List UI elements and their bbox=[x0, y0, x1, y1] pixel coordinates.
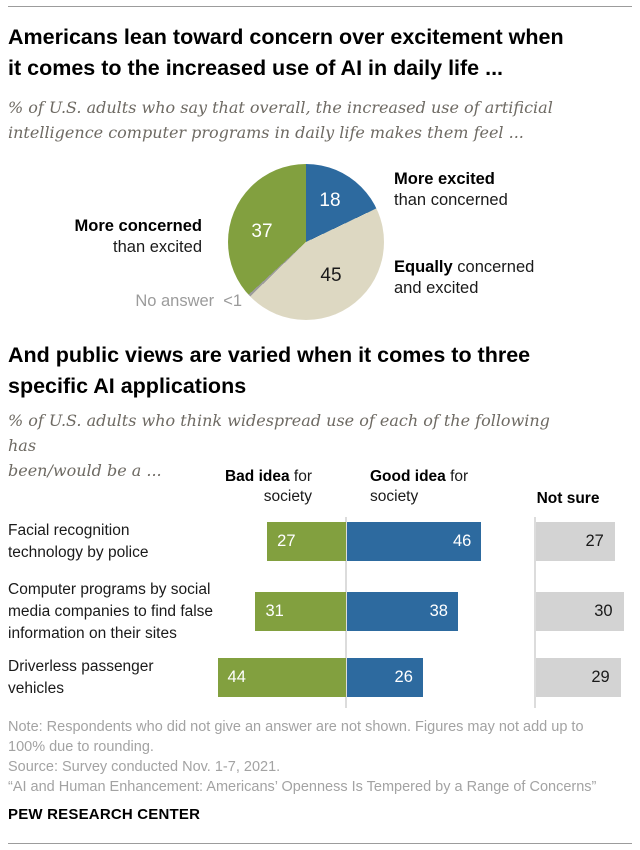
callout-more-concerned-bold: More concerned bbox=[74, 217, 202, 235]
bar-value: 27 bbox=[277, 532, 296, 550]
source-text: Source: Survey conducted Nov. 1-7, 2021. bbox=[8, 759, 281, 775]
callout-more-excited-line2: than concerned bbox=[394, 191, 508, 209]
pie-value-equally: 45 bbox=[320, 265, 342, 286]
brand: PEW RESEARCH CENTER bbox=[8, 806, 201, 823]
top-rule bbox=[8, 6, 632, 7]
bar-value: 29 bbox=[591, 668, 610, 686]
category-label: Computer programs by social media companies to find false information on their sites bbox=[8, 580, 214, 642]
good-idea-bar bbox=[347, 592, 458, 631]
section1-title: Americans lean toward concern over excitement when it comes to the increased use of AI in daily life ... bbox=[8, 25, 564, 80]
header-good-idea bbox=[370, 467, 468, 507]
callout-no-answer-value: <1 bbox=[223, 292, 242, 310]
callout-more-excited-bold: More excited bbox=[394, 170, 495, 188]
bad-idea-bar bbox=[255, 592, 346, 631]
category-label: Driverless passenger vehicles bbox=[8, 657, 154, 697]
header-bad-idea-bold: Bad idea bbox=[224, 468, 290, 485]
callout-more-concerned bbox=[10, 216, 202, 258]
not-sure-bar bbox=[536, 522, 615, 561]
callout-equally-rest: concerned bbox=[452, 258, 535, 276]
bar-value: 31 bbox=[265, 602, 284, 620]
callout-no-answer bbox=[50, 291, 242, 312]
not-sure-bar bbox=[536, 592, 624, 631]
callout-equally bbox=[394, 257, 534, 299]
bad-idea-bar bbox=[267, 522, 346, 561]
notes bbox=[8, 717, 630, 797]
good-idea-bar bbox=[347, 522, 481, 561]
bar-value: 46 bbox=[452, 532, 472, 550]
header-good-idea-line2: society bbox=[370, 488, 419, 505]
callout-more-excited bbox=[394, 169, 508, 211]
callout-no-answer-label: No answer bbox=[135, 292, 215, 310]
callout-more-concerned-line2: than excited bbox=[113, 238, 202, 256]
bar-value: 26 bbox=[394, 668, 413, 686]
category-label: Facial recognition technology by police bbox=[8, 521, 149, 561]
good-idea-bar bbox=[347, 658, 423, 697]
callout-equally-line2: and excited bbox=[394, 279, 479, 297]
header-bad-idea bbox=[180, 467, 312, 507]
pie-value-more-excited: 18 bbox=[319, 190, 341, 211]
header-bad-idea-line2: society bbox=[263, 488, 312, 505]
bar-value: 44 bbox=[227, 668, 246, 686]
report-title-text: “AI and Human Enhancement: Americans’ Openness Is Tempered by a Range of Concerns” bbox=[8, 779, 597, 795]
header-not-sure: Not sure bbox=[536, 490, 600, 507]
bad-idea-bar bbox=[218, 658, 346, 697]
pie-value-more-concerned: 37 bbox=[251, 221, 273, 242]
bar-value: 38 bbox=[429, 602, 448, 620]
note-text: Note: Respondents who did not give an answer are not shown. Figures may not add up to 100% due to rounding. bbox=[8, 719, 584, 755]
section2-title: And public views are varied when it comes to three specific AI applications bbox=[8, 343, 531, 398]
bar-value: 27 bbox=[585, 532, 604, 550]
callout-equally-bold: Equally bbox=[394, 258, 453, 276]
not-sure-bar bbox=[536, 658, 621, 697]
bottom-rule bbox=[8, 843, 632, 844]
section2-subtitle: % of U.S. adults who think widespread use of each of the following has been/would be a ... bbox=[8, 411, 550, 480]
header-good-idea-bold: Good idea bbox=[370, 468, 446, 485]
bar-value: 30 bbox=[594, 602, 613, 620]
section1-subtitle: % of U.S. adults who say that overall, the increased use of artificial intelligence computer programs in daily life makes them feel ... bbox=[8, 98, 553, 142]
header-good-idea-rest: for bbox=[445, 468, 469, 485]
header-bad-idea-rest: for bbox=[289, 468, 312, 485]
